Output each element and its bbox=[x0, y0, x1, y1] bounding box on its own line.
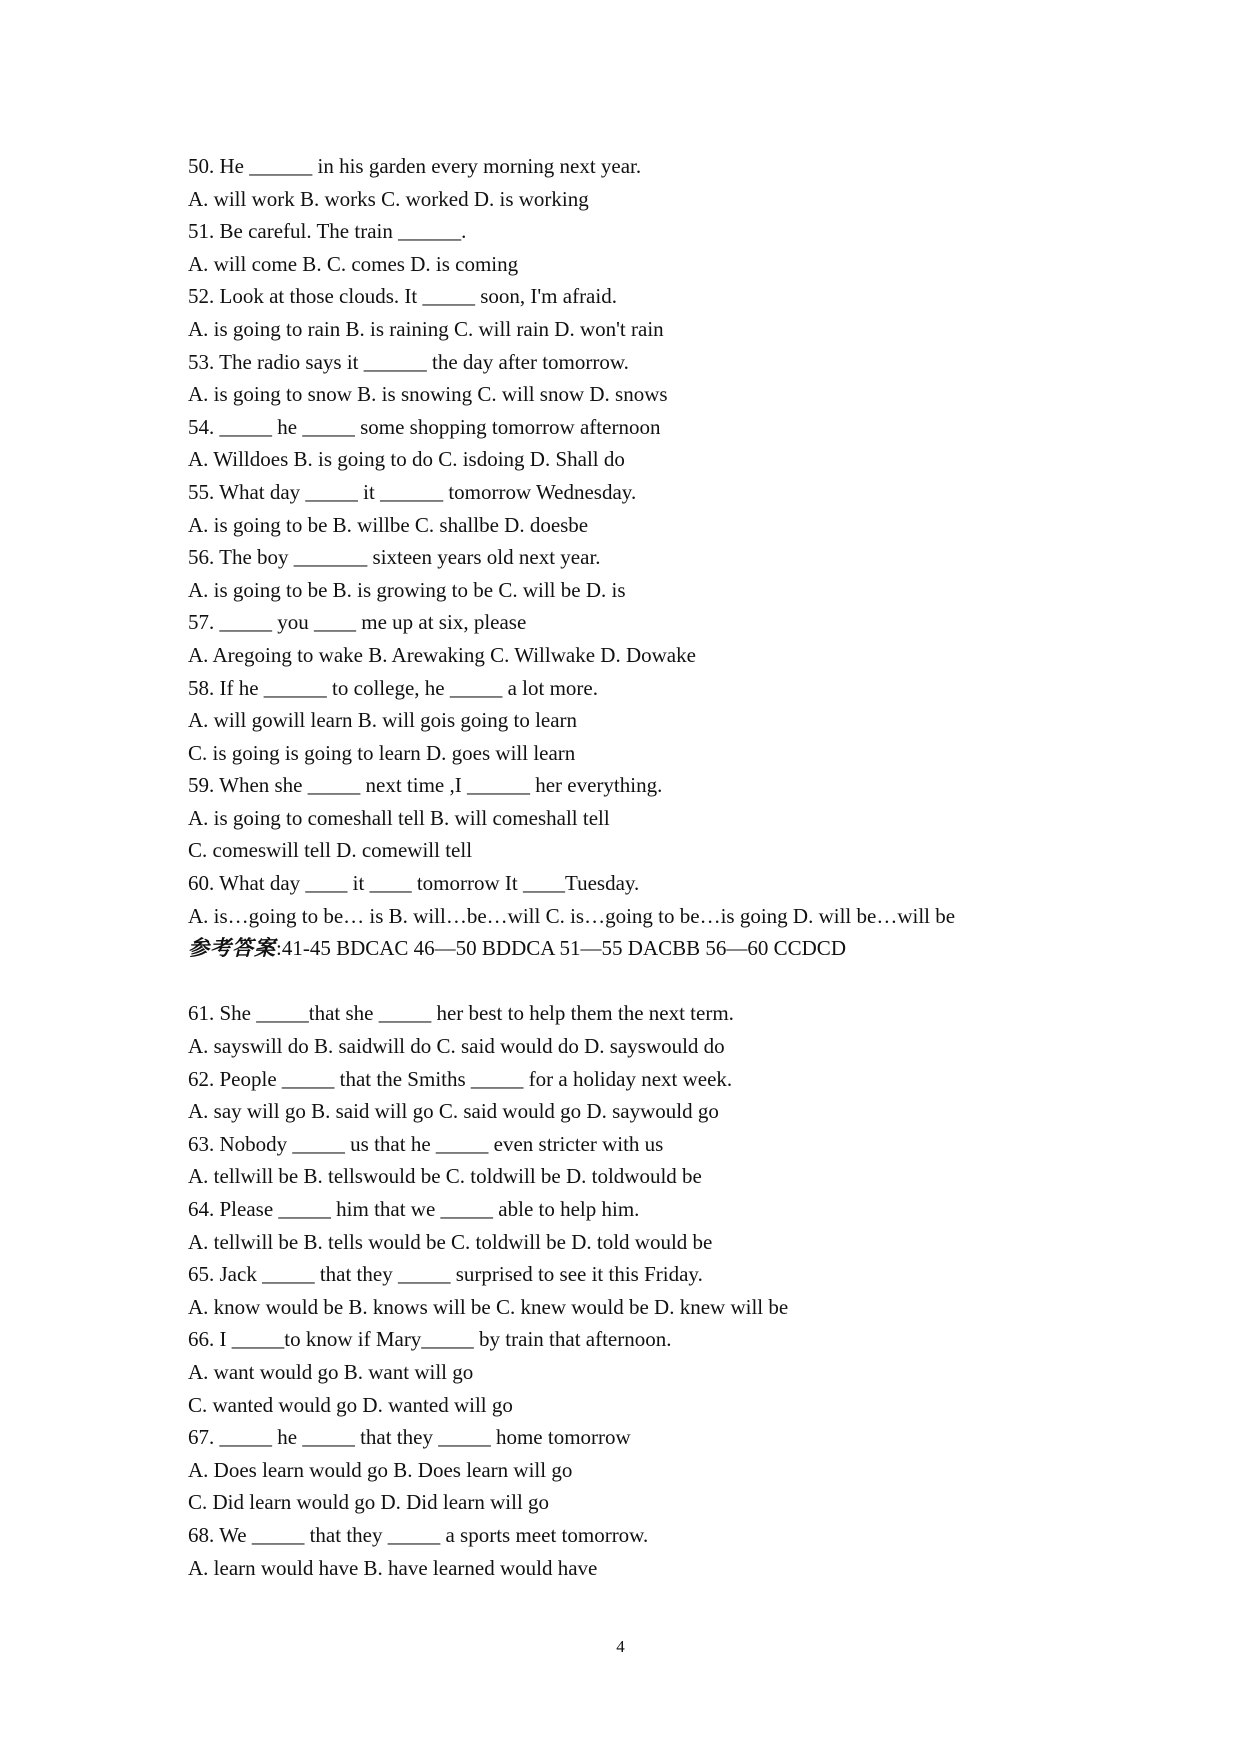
text-line: C. comeswill tell D. comewill tell bbox=[188, 838, 473, 863]
questions-61-68 bbox=[188, 997, 1108, 1584]
text-line: A. want would go B. want will go bbox=[188, 1359, 474, 1384]
text-line: A. is going to rain B. is raining C. will rain D. won't rain bbox=[188, 316, 664, 341]
text-line: A. tellwill be B. tellswould be C. toldwill be D. toldwould be bbox=[188, 1164, 702, 1189]
answer-key-label: 参考答案 bbox=[188, 936, 276, 961]
text-line: 56. The boy _______ sixteen years old next year. bbox=[188, 545, 601, 570]
text-line: C. wanted would go D. wanted will go bbox=[188, 1392, 513, 1417]
text-line: 67. _____ he _____ that they _____ home tomorrow bbox=[188, 1425, 631, 1450]
text-line: A. is going to snow B. is snowing C. will snow D. snows bbox=[188, 382, 668, 407]
text-line: A. say will go B. said will go C. said would go D. saywould go bbox=[188, 1099, 719, 1124]
text-line: A. know would be B. knows will be C. knew would be D. knew will be bbox=[188, 1294, 789, 1319]
page-number: 4 bbox=[616, 1637, 625, 1656]
text-line: C. Did learn would go D. Did learn will go bbox=[188, 1490, 550, 1515]
text-line: 54. _____ he _____ some shopping tomorrow afternoon bbox=[188, 414, 661, 439]
text-line: 50. He ______ in his garden every morning next year. bbox=[188, 154, 642, 178]
text-line: 63. Nobody _____ us that he _____ even stricter with us bbox=[188, 1131, 664, 1156]
text-line: A. is going to comeshall tell B. will comeshall tell bbox=[188, 805, 610, 830]
text-line: A. will come B. C. comes D. is coming bbox=[188, 251, 519, 276]
text-line: A. will gowill learn B. will gois going to learn bbox=[188, 708, 578, 733]
text-line: 53. The radio says it ______ the day after tomorrow. bbox=[188, 349, 629, 374]
text-line: A. tellwill be B. tells would be C. toldwill be D. told would be bbox=[188, 1229, 713, 1254]
text-line: A. Willdoes B. is going to do C. isdoing D. Shall do bbox=[188, 447, 625, 472]
text-line: 64. Please _____ him that we _____ able to help him. bbox=[188, 1197, 640, 1221]
text-line: A. is going to be B. is growing to be C. will be D. is bbox=[188, 577, 626, 602]
text-line: 55. What day _____ it ______ tomorrow Wednesday. bbox=[188, 479, 637, 504]
questions-50-60 bbox=[188, 150, 1108, 932]
text-line: 52. Look at those clouds. It _____ soon, I'm afraid. bbox=[188, 284, 617, 309]
text-line: A. learn would have B. have learned would have bbox=[188, 1555, 598, 1580]
text-line: 66. I _____to know if Mary_____ by train that afternoon. bbox=[188, 1327, 672, 1352]
text-line: 59. When she _____ next time ,I ______ her everything. bbox=[188, 773, 663, 798]
text-line: 60. What day ____ it ____ tomorrow It ____Tuesday. bbox=[188, 871, 640, 896]
text-line: A. will work B. works C. worked D. is working bbox=[188, 186, 589, 211]
text-line: 58. If he ______ to college, he _____ a lot more. bbox=[188, 675, 598, 700]
text-line: 65. Jack _____ that they _____ surprised to see it this Friday. bbox=[188, 1262, 703, 1287]
answer-key-line bbox=[188, 932, 1108, 965]
text-line: A. Does learn would go B. Does learn will go bbox=[188, 1457, 573, 1482]
text-line: 61. She _____that she _____ her best to help them the next term. bbox=[188, 1001, 734, 1026]
text-line: A. is…going to be… is B. will…be…will C. is…going to be…is going D. will be…will be bbox=[188, 903, 956, 928]
text-line: 68. We _____ that they _____ a sports meet tomorrow. bbox=[188, 1522, 649, 1547]
text-line: A. Aregoing to wake B. Arewaking C. Willwake D. Dowake bbox=[188, 642, 696, 667]
document-body bbox=[188, 150, 1108, 1584]
answer-key-text: :41-45 BDCAC 46—50 BDDCA 51—55 DACBB 56—60 CCDCD bbox=[276, 936, 846, 961]
text-line: 51. Be careful. The train ______. bbox=[188, 219, 467, 244]
text-line: A. is going to be B. willbe C. shallbe D. doesbe bbox=[188, 512, 589, 537]
section-spacer bbox=[188, 965, 1108, 998]
text-line: 57. _____ you ____ me up at six, please bbox=[188, 610, 527, 635]
text-line: A. sayswill do B. saidwill do C. said would do D. sayswould do bbox=[188, 1034, 725, 1059]
text-line: 62. People _____ that the Smiths _____ for a holiday next week. bbox=[188, 1066, 733, 1091]
text-line: C. is going is going to learn D. goes will learn bbox=[188, 740, 576, 765]
